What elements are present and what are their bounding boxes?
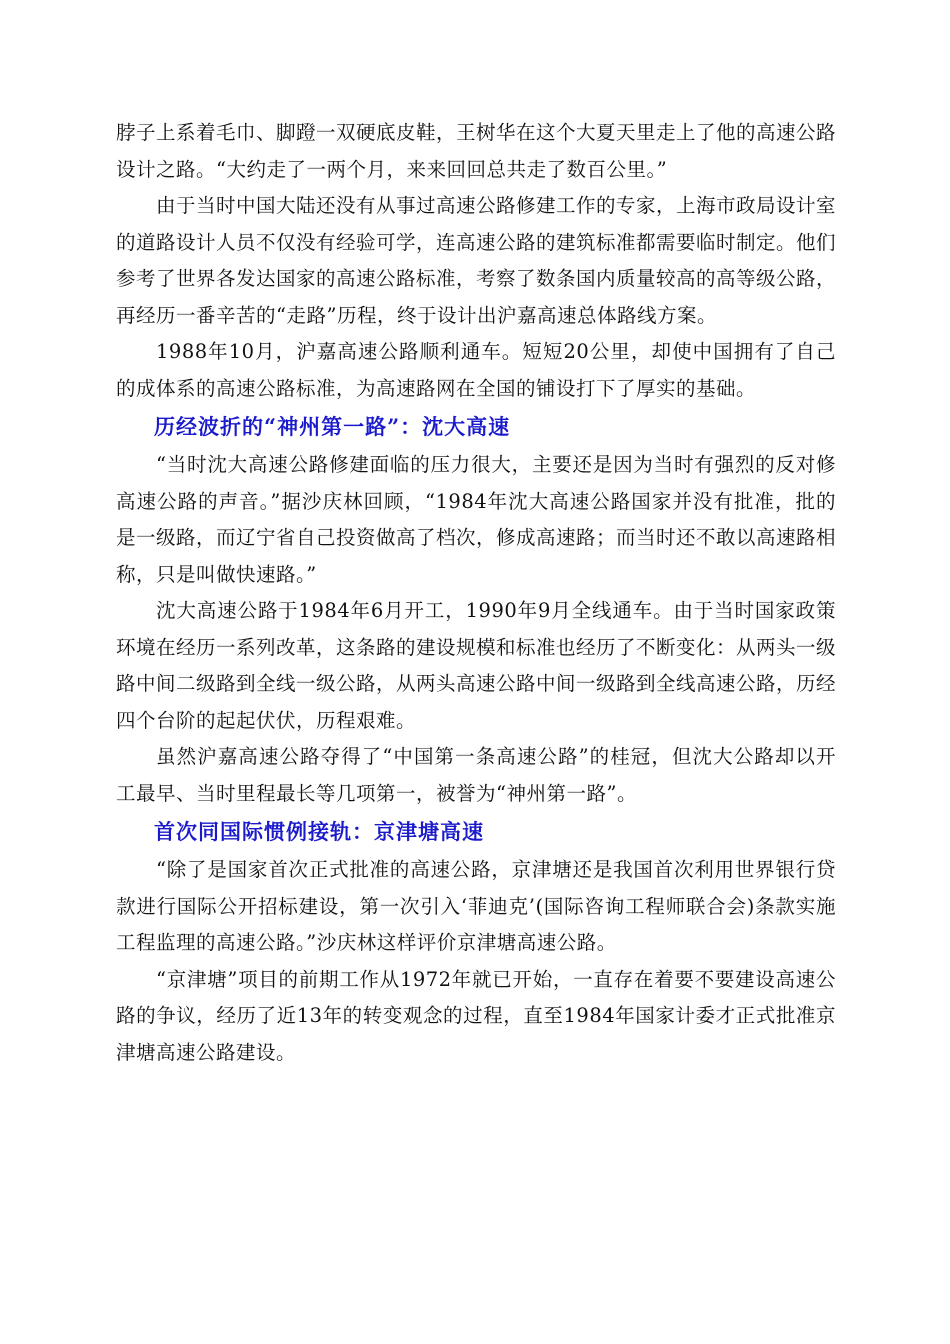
section-heading-jingjintang: 首次同国际惯例接轨：京津塘高速 [154, 819, 484, 844]
paragraph-design-standards: 由于当时中国大陆还没有从事过高速公路修建工作的专家，上海市政局设计室的道路设计人员不仅没有经验可学，连高速公路的建筑标准都需要临时制定。他们参考了世界各发达国家的高速公路标准，考察了数条国内质量较高的高等级公路，再经历一番辛苦的“走路”历程，终于设计出沪嘉高速总体路线方案。 [116, 194, 837, 327]
paragraph-shenda-pressure: “当时沈大高速公路修建面临的压力很大，主要还是因为当时有强烈的反对修高速公路的声音。”据沙庆林回顾，“1984年沈大高速公路国家并没有批准，批的是一级路，而辽宁省自己投资做高了档次，修成高速路；而当时还不敢以高速路相称，只是叫做快速路。” [116, 453, 837, 586]
paragraph-wang-shuhua-walk: 脖子上系着毛巾、脚蹬一双硬底皮鞋，王树华在这个大夏天里走上了他的高速公路设计之路。“大约走了一两个月，来来回回总共走了数百公里。” [116, 121, 837, 181]
paragraph-jingjintang-world-bank: “除了是国家首次正式批准的高速公路，京津塘还是我国首次利用世界银行贷款进行国际公开招标建设，第一次引入‘菲迪克’(国际咨询工程师联合会)条款实施工程监理的高速公路。”沙庆林这样评价京津塘高速公路。 [116, 858, 836, 954]
paragraph-shenda-construction: 沈大高速公路于1984年6月开工，1990年9月全线通车。由于当时国家政策环境在经历一系列改革，这条路的建设规模和标准也经历了不断变化：从两头一级路中间二级路到全线一级公路，从两头高速公路中间一级路到全线高速公路，历经四个台阶的起起伏伏，历程艰难。 [116, 599, 837, 732]
section-heading-shenda: 历经波折的“神州第一路”：沈大高速 [154, 414, 511, 439]
paragraph-hujia-opening: 1988年10月，沪嘉高速公路顺利通车。短短20公里，却使中国拥有了自己的成体系的高速公路标准，为高速路网在全国的铺设打下了厚实的基础。 [116, 340, 836, 400]
paragraph-jingjintang-history: “京津塘”项目的前期工作从1972年就已开始，一直存在着要不要建设高速公路的争议，经历了近13年的转变观念的过程，直至1984年国家计委才正式批准京津塘高速公路建设。 [116, 967, 836, 1064]
document-page [116, 115, 836, 1071]
paragraph-shenda-first-road: 虽然沪嘉高速公路夺得了“中国第一条高速公路”的桂冠，但沈大公路却以开工最早、当时里程最长等几项第一，被誉为“神州第一路”。 [116, 745, 836, 805]
